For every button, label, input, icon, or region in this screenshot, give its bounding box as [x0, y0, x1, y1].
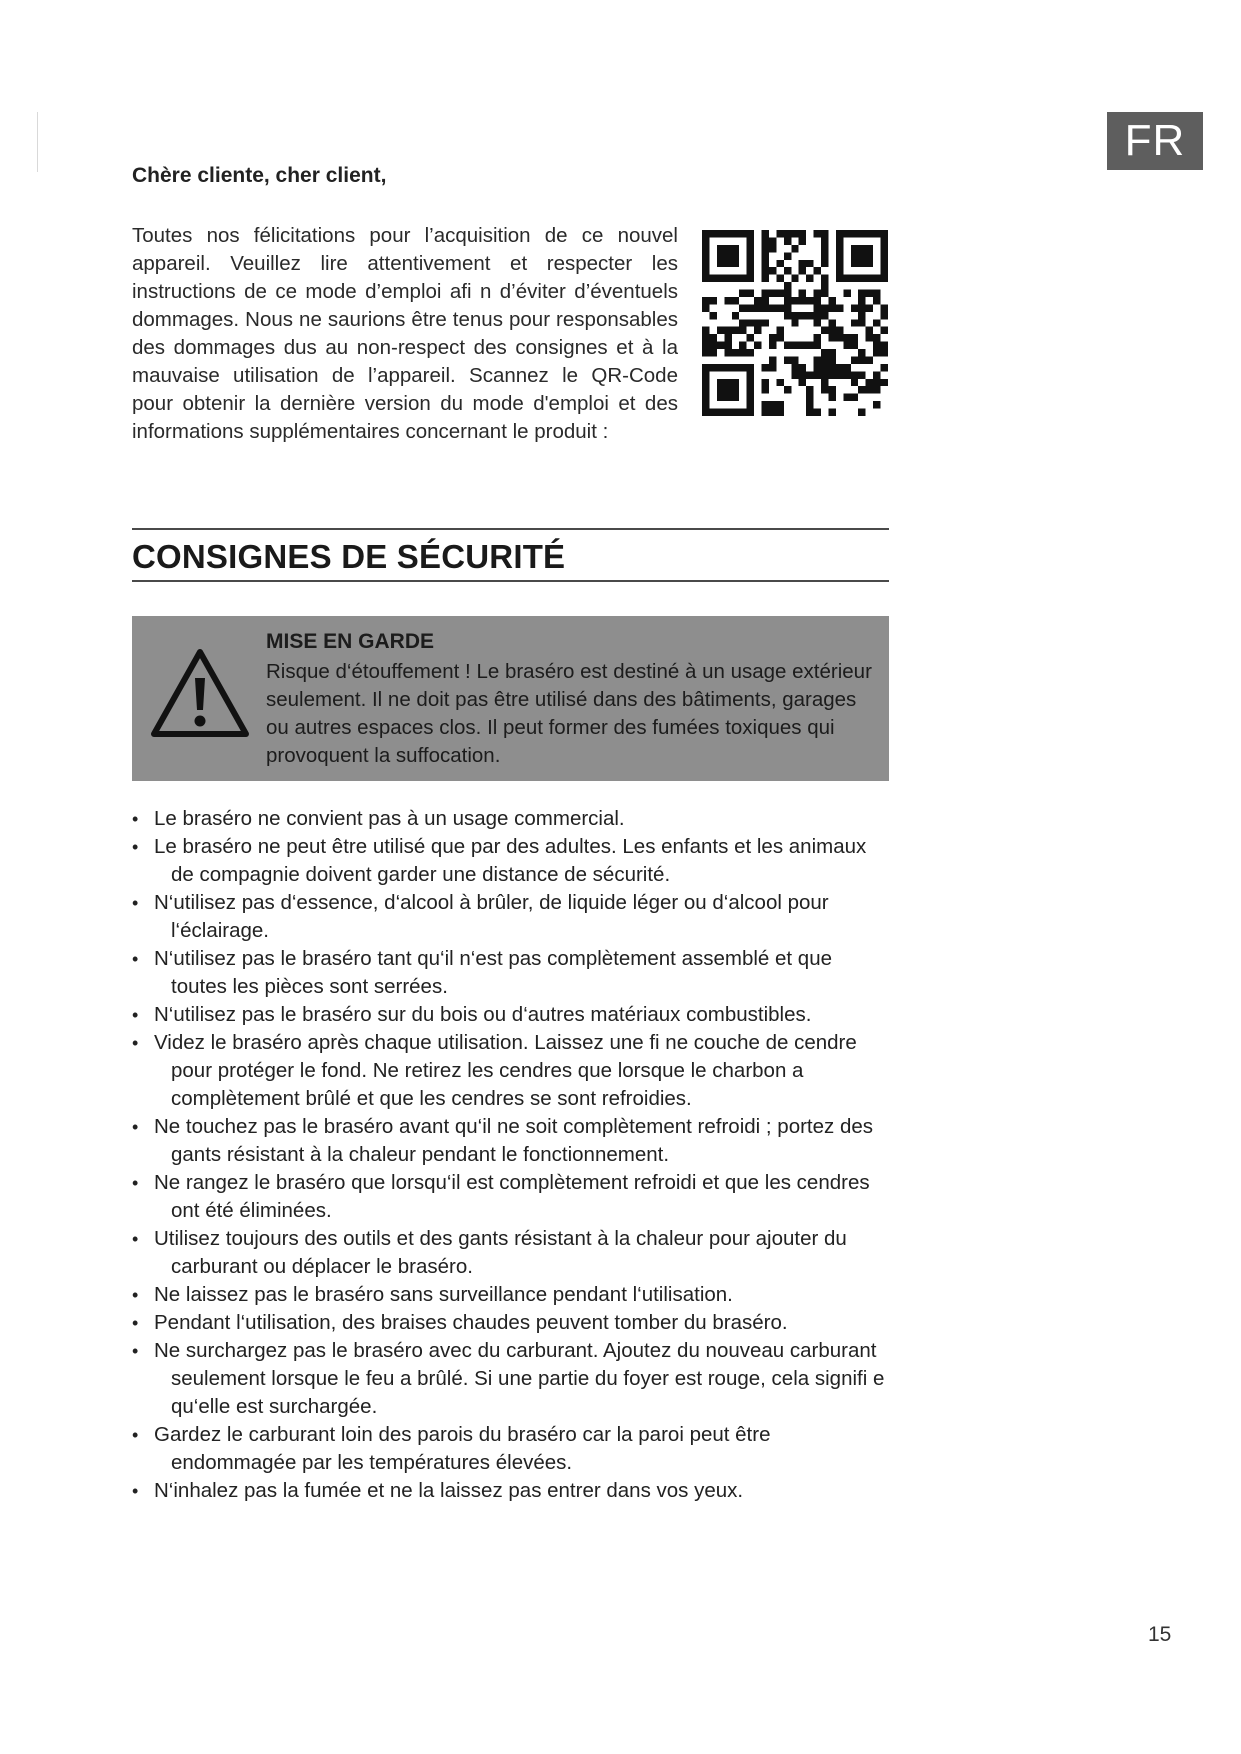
safety-list-item: • Ne rangez le braséro que lorsqu‘il est complètement refroidi et que les cendres ont été éliminées. [132, 1169, 892, 1225]
margin-rule [37, 112, 38, 172]
safety-list-item: • Pendant l‘utilisation, des braises chaudes peuvent tomber du braséro. [132, 1309, 892, 1337]
section-rule-top [132, 528, 889, 530]
safety-list [132, 805, 892, 1505]
warning-title: MISE EN GARDE [266, 630, 435, 653]
safety-list-item: • Le braséro ne convient pas à un usage commercial. [132, 805, 892, 833]
page-number: 15 [1148, 1623, 1172, 1646]
safety-list-item: • N‘utilisez pas d‘essence, d‘alcool à brûler, de liquide léger ou d‘alcool pour l‘éclairage. [132, 889, 892, 945]
language-tab: FR [1107, 112, 1203, 170]
safety-list-item: • Ne laissez pas le braséro sans surveillance pendant l‘utilisation. [132, 1281, 892, 1309]
safety-list-item: • N‘utilisez pas le braséro tant qu‘il n‘est pas complètement assemblé et que toutes les pièces sont serrées. [132, 945, 892, 1001]
safety-list-item: • Le braséro ne peut être utilisé que par des adultes. Les enfants et les animaux de compagnie doivent garder une distance de sécurité. [132, 833, 892, 889]
safety-list-item: • N‘utilisez pas le braséro sur du bois ou d‘autres matériaux combustibles. [132, 1001, 892, 1029]
safety-list-item: • Utilisez toujours des outils et des gants résistant à la chaleur pour ajouter du carburant ou déplacer le braséro. [132, 1225, 892, 1281]
safety-list-item: • N‘inhalez pas la fumée et ne la laissez pas entrer dans vos yeux. [132, 1477, 892, 1505]
safety-list-item: • Gardez le carburant loin des parois du braséro car la paroi peut être endommagée par les températures élevées. [132, 1421, 892, 1477]
safety-list-item: • Ne surchargez pas le braséro avec du carburant. Ajoutez du nouveau carburant seulement lorsque le feu a brûlé. Si une partie du foyer est rouge, cela signifi e qu‘elle est surchargée. [132, 1337, 892, 1421]
qr-code-icon[interactable] [702, 230, 888, 416]
intro-paragraph: Toutes nos félicitations pour l’acquisition de ce nouvel appareil. Veuillez lire attentivement et respecter les instructions de ce mode d’emploi afi n d’éviter d’éventuels dommages. Nous ne saurions être tenus pour responsables des dommages dus au non-respect des consignes et à la mauvaise utilisation de l’appareil. Scannez le QR-Code pour obtenir la dernière version du mode d'emploi et des informations supplémentaires concernant le produit : [132, 224, 678, 443]
salutation: Chère cliente, cher client, [132, 164, 387, 187]
warning-box [132, 616, 889, 781]
safety-list-item: • Ne touchez pas le braséro avant qu‘il ne soit complètement refroidi ; portez des gants résistant à la chaleur pendant le fonctionnement. [132, 1113, 892, 1169]
section-title: CONSIGNES DE SÉCURITÉ [132, 538, 566, 575]
warning-triangle-icon [148, 646, 252, 740]
safety-list-item: • Videz le braséro après chaque utilisation. Laissez une fi ne couche de cendre pour protéger le fond. Ne retirez les cendres que lorsque le charbon a complètement brûlé et que les cendres se sont refroidies. [132, 1029, 892, 1113]
warning-text: Risque d‘étouffement ! Le braséro est destiné à un usage extérieur seulement. Il ne doit pas être utilisé dans des bâtiments, garages ou autres espaces clos. Il peut former des fumées toxiques qui provoquent la suffocation. [266, 660, 872, 767]
section-rule-bottom [132, 580, 889, 582]
